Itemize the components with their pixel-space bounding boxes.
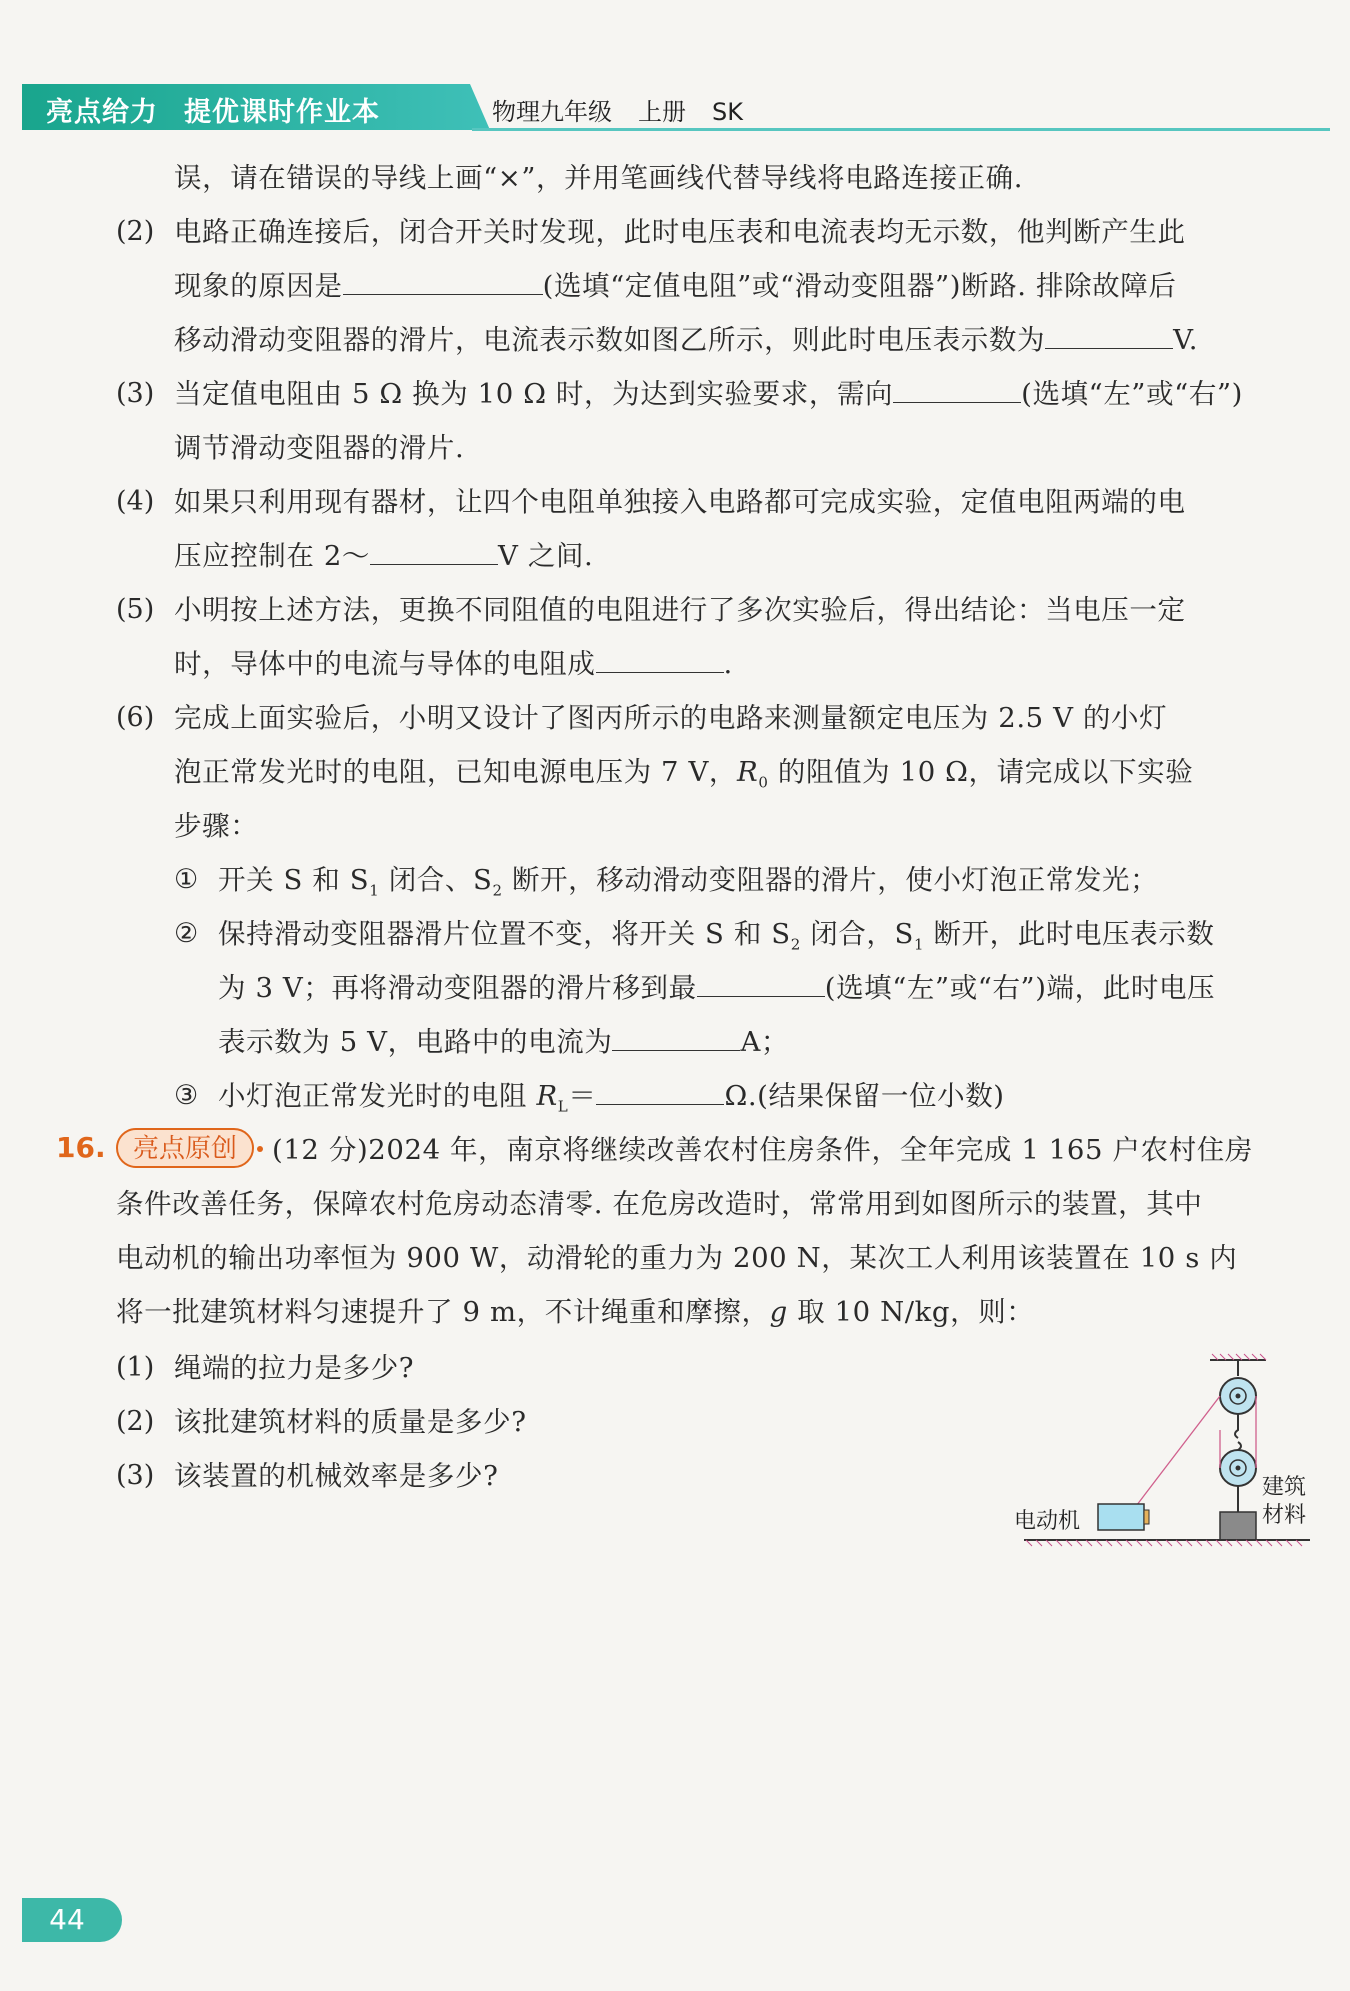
step-2-line-1 xyxy=(218,916,1214,963)
q15-part-6-line-3: 步骤： xyxy=(174,810,259,842)
q15-part-3-number: (3) xyxy=(116,378,155,409)
q15-part-2-text: (选填“定值电阻”或“滑动变阻器”)断路. 排除故障后 xyxy=(542,270,1177,302)
brand-name: 亮点给力 xyxy=(46,97,158,128)
q15-continuation: 误，请在错误的导线上画“×”，并用笔画线代替导线将电路连接正确. xyxy=(174,162,1024,194)
header-subject: 物理九年级 xyxy=(492,98,612,126)
answer-blank-2[interactable] xyxy=(1045,322,1173,349)
q15-part-5-text: . xyxy=(723,648,733,680)
q15-part-4-text: V 之间. xyxy=(498,540,594,572)
answer-blank-8[interactable] xyxy=(596,1078,724,1105)
step-text: 保持滑动变阻器滑片位置不变，将开关 S 和 S xyxy=(218,918,791,950)
q15-part-3-text: 当定值电阻由 5 Ω 换为 10 Ω 时，为达到实验要求，需向 xyxy=(174,378,894,410)
q15-part-5-number: (5) xyxy=(116,594,155,625)
subscript: 1 xyxy=(369,881,380,900)
answer-blank-4[interactable] xyxy=(370,538,498,565)
header-edition: SK xyxy=(712,98,743,126)
q16-text: 将一批建筑材料匀速提升了 9 m，不计绳重和摩擦， xyxy=(116,1296,770,1328)
motor-label: 电动机 xyxy=(1014,1509,1081,1534)
q15-part-6-number: (6) xyxy=(116,702,155,733)
q16-sub-3: 该装置的机械效率是多少? xyxy=(174,1460,499,1492)
material-label-line-1: 建筑 xyxy=(1262,1475,1307,1500)
q15-part-4-line-2 xyxy=(174,538,593,574)
answer-blank-3[interactable] xyxy=(893,376,1021,403)
step-text: 为 3 V；再将滑动变阻器的滑片移到最 xyxy=(218,972,697,1004)
subscript: 2 xyxy=(790,935,801,954)
q15-part-4-line-1: 如果只利用现有器材，让四个电阻单独接入电路都可完成实验，定值电阻两端的电 xyxy=(174,486,1186,518)
q16-line-1: (12 分)2024 年，南京将继续改善农村住房条件，全年完成 1 165 户农村住房 xyxy=(272,1134,1253,1166)
q16-sub-1: 绳端的拉力是多少? xyxy=(174,1352,415,1384)
q16-sub-2: 该批建筑材料的质量是多少? xyxy=(174,1406,527,1438)
subscript: 0 xyxy=(758,773,769,792)
subscript: 1 xyxy=(913,935,925,954)
header-brand xyxy=(46,90,406,129)
step-text: 小灯泡正常发光时的电阻 xyxy=(218,1080,537,1112)
q16-text: 取 10 N/kg，则： xyxy=(787,1296,1035,1328)
brand-series: 提优课时作业本 xyxy=(184,97,380,128)
q16-sub-1-number: (1) xyxy=(116,1352,155,1383)
q16-line-2: 条件改善任务，保障农村危房动态清零. 在危房改造时，常常用到如图所示的装置，其中 xyxy=(116,1188,1203,1220)
header-rule xyxy=(472,128,1330,131)
q15-part-6-text: 的阻值为 10 Ω，请完成以下实验 xyxy=(768,756,1194,788)
symbol-g: g xyxy=(769,1296,788,1328)
step-3-text xyxy=(218,1078,1005,1125)
subscript: 2 xyxy=(492,881,503,900)
q16-sub-3-number: (3) xyxy=(116,1460,155,1491)
q16-sub-2-number: (2) xyxy=(116,1406,155,1437)
step-text: ＝ xyxy=(568,1080,597,1112)
step-2-line-2 xyxy=(218,970,1215,1006)
step-2-line-3 xyxy=(218,1024,789,1060)
step-text: 断开，移动滑动变阻器的滑片，使小灯泡正常发光； xyxy=(502,864,1159,896)
q16-line-4 xyxy=(116,1294,1034,1330)
question-16-number: 16. xyxy=(56,1131,106,1164)
q15-part-3-line-1 xyxy=(174,376,1243,412)
page-number: 44 xyxy=(22,1898,122,1942)
header-book-info xyxy=(492,92,769,127)
q15-part-4-number: (4) xyxy=(116,486,155,517)
q15-part-2-text: 移动滑动变阻器的滑片，电流表示数如图乙所示，则此时电压表示数为 xyxy=(174,324,1046,356)
step-text: Ω.(结果保留一位小数) xyxy=(724,1080,1005,1112)
step-3-number: ③ xyxy=(174,1080,199,1111)
q15-part-3-line-2: 调节滑动变阻器的滑片. xyxy=(174,432,465,464)
step-1-number: ① xyxy=(174,864,199,895)
q15-part-5-line-2 xyxy=(174,646,733,682)
answer-blank-1[interactable] xyxy=(343,268,543,295)
original-question-badge: 亮点原创 xyxy=(116,1128,254,1168)
step-text: A； xyxy=(740,1026,790,1058)
q16-line-3: 电动机的输出功率恒为 900 W，动滑轮的重力为 200 N，某次工人利用该装置在 10 s 内 xyxy=(116,1242,1238,1274)
q15-part-4-text: 压应控制在 2～ xyxy=(174,540,371,572)
q15-part-2-line-1: 电路正确连接后，闭合开关时发现，此时电压表和电流表均无示数，他判断产生此 xyxy=(174,216,1186,248)
step-text: 开关 S 和 S xyxy=(218,864,370,896)
answer-blank-5[interactable] xyxy=(596,646,724,673)
q15-part-2-text: V. xyxy=(1173,324,1199,356)
step-1-text xyxy=(218,862,1158,909)
q15-part-2-line-3 xyxy=(174,322,1198,358)
q15-part-3-text: (选填“左”或“右”) xyxy=(1021,378,1243,410)
q15-part-6-text: 泡正常发光时的电阻，已知电源电压为 7 V， xyxy=(174,756,738,788)
q15-part-5-text: 时，导体中的电流与导体的电阻成 xyxy=(174,648,596,680)
material-label-line-2: 材料 xyxy=(1262,1503,1307,1528)
subscript: L xyxy=(557,1097,569,1116)
header-volume: 上册 xyxy=(638,98,686,126)
step-text: 闭合、S xyxy=(379,864,493,896)
q15-part-2-line-2 xyxy=(174,268,1176,304)
answer-blank-7[interactable] xyxy=(612,1024,740,1051)
q15-part-2-text: 现象的原因是 xyxy=(174,270,343,302)
pulley-figure xyxy=(1010,1350,1330,1550)
step-text: (选填“左”或“右”)端，此时电压 xyxy=(824,972,1216,1004)
badge-dot xyxy=(257,1146,263,1152)
q15-part-5-line-1: 小明按上述方法，更换不同阻值的电阻进行了多次实验后，得出结论：当电压一定 xyxy=(174,594,1186,626)
q15-part-6-line-1: 完成上面实验后，小明又设计了图丙所示的电路来测量额定电压为 2.5 V 的小灯 xyxy=(174,702,1168,734)
q15-part-6-line-2 xyxy=(174,754,1193,801)
q15-part-2-number: (2) xyxy=(116,216,155,247)
symbol-R: R xyxy=(737,756,759,788)
symbol-R: R xyxy=(536,1080,558,1112)
answer-blank-6[interactable] xyxy=(697,970,825,997)
step-2-number: ② xyxy=(174,918,199,949)
page-header xyxy=(22,84,1330,132)
step-text: 表示数为 5 V，电路中的电流为 xyxy=(218,1026,613,1058)
step-text: 闭合，S xyxy=(800,918,914,950)
step-text: 断开，此时电压表示数 xyxy=(924,918,1215,950)
